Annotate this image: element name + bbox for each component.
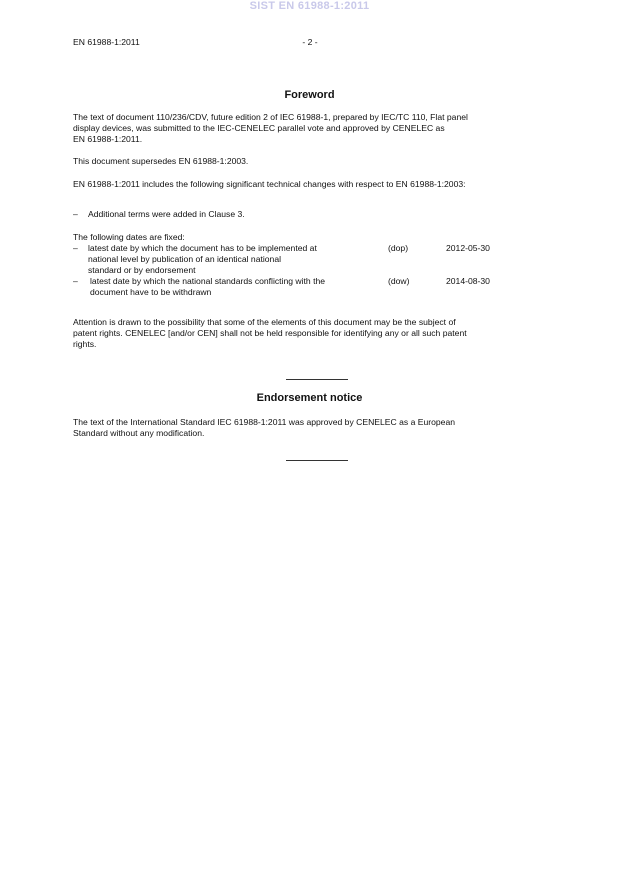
list-dash: – <box>73 243 78 253</box>
text-line: Standard without any modification. <box>73 428 205 438</box>
text-line: standard or by endorsement <box>88 265 196 275</box>
text-line: latest date by which the national standards conflicting with the <box>90 276 326 286</box>
text-line: rights. <box>73 339 97 349</box>
watermark: SIST EN 61988-1:2011 <box>249 0 370 12</box>
endorsement-heading: Endorsement notice <box>256 392 363 404</box>
dates-intro: The following dates are fixed: <box>73 232 185 242</box>
text-line: Attention is drawn to the possibility that some of the elements of this document may be the subject of <box>73 317 456 327</box>
date-value: 2014-08-30 <box>446 276 490 286</box>
foreword-para-2: This document supersedes EN 61988-1:2003. <box>73 156 249 166</box>
list-text: Additional terms were added in Clause 3. <box>88 209 245 219</box>
text-line: EN 61988-1:2011. <box>73 134 143 144</box>
text-line: national level by publication of an identical national <box>88 254 282 264</box>
text-line: The text of document 110/236/CDV, future edition 2 of IEC 61988-1, prepared by IEC/TC 110, Flat panel <box>73 112 468 122</box>
endorsement-para <box>73 417 558 439</box>
text-line: patent rights. CENELEC [and/or CEN] shall not be held responsible for identifying any or all such patent <box>73 328 467 338</box>
foreword-para-3: EN 61988-1:2011 includes the following significant technical changes with respect to EN 61988-1:2003: <box>73 179 466 189</box>
date-value: 2012-05-30 <box>446 243 490 253</box>
text-line: latest date by which the document has to be implemented at <box>88 243 317 253</box>
foreword-para-1 <box>73 112 558 145</box>
page-number: - 2 - <box>302 37 318 47</box>
section-divider <box>286 460 348 461</box>
date-code: (dop) <box>388 243 409 253</box>
section-divider <box>286 379 348 380</box>
attention-para <box>73 317 558 350</box>
header-doc-id: EN 61988-1:2011 <box>73 37 140 47</box>
list-dash: – <box>73 209 78 219</box>
text-line: display devices, was submitted to the IEC-CENELEC parallel vote and approved by CENELEC as <box>73 123 445 133</box>
date-code: (dow) <box>388 276 410 286</box>
text-line: document have to be withdrawn <box>90 287 212 297</box>
text-line: The text of the International Standard IEC 61988-1:2011 was approved by CENELEC as a European <box>73 417 456 427</box>
foreword-heading: Foreword <box>284 89 335 101</box>
list-dash: – <box>73 276 78 286</box>
